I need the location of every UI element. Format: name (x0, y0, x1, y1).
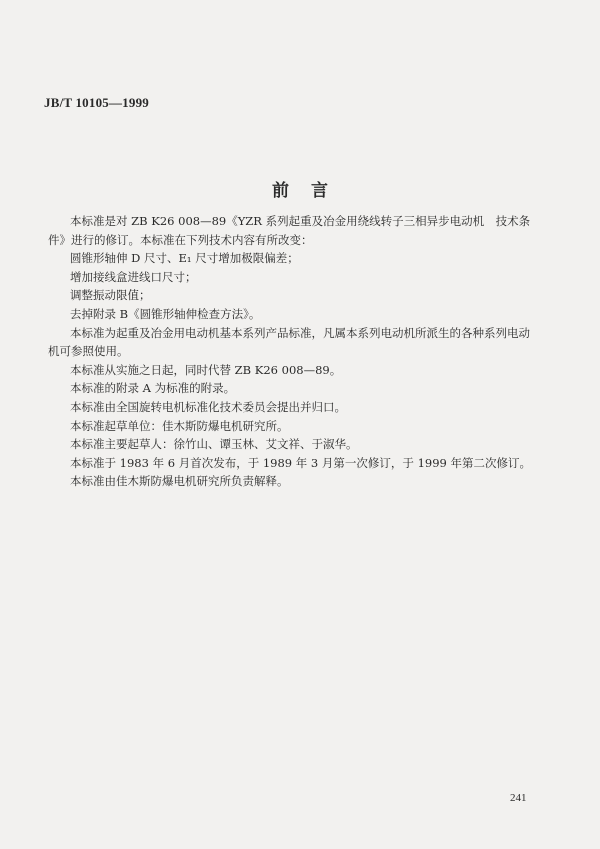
page-title: 前言 (272, 181, 350, 201)
page-number: 241 (510, 792, 527, 804)
paragraph-revision-intro: 本标准是对 ZB K26 008—89《YZR 系列起重及冶金用绕线转子三相异步电动机 技术条件》进行的修订。本标准在下列技术内容有所改变： (48, 214, 531, 247)
paragraph-proposer: 本标准由全国旋转电机标准化技术委员会提出并归口。 (70, 399, 346, 414)
foreword-body (48, 212, 538, 491)
paragraph-drafting-unit: 本标准起草单位：佳木斯防爆电机研究所。 (70, 418, 289, 433)
paragraph-interpretation: 本标准由佳木斯防爆电机研究所负责解释。 (70, 474, 289, 489)
paragraph-replacement: 本标准从实施之日起，同时代替 ZB K26 008—89。 (70, 362, 342, 377)
paragraph-change-2: 增加接线盒进线口尺寸； (70, 269, 197, 284)
paragraph-appendix: 本标准的附录 A 为标准的附录。 (70, 381, 236, 396)
paragraph-drafters: 本标准主要起草人：徐竹山、谭玉林、艾文祥、于淑华。 (70, 437, 358, 452)
paragraph-change-4: 去掉附录 B《圆锥形轴伸检查方法》。 (70, 306, 261, 321)
paragraph-change-3: 调整振动限值； (70, 288, 151, 303)
paragraph-change-1: 圆锥形轴伸 D 尺寸、E₁ 尺寸增加极限偏差； (70, 251, 299, 266)
paragraph-history: 本标准于 1983 年 6 月首次发布，于 1989 年 3 月第一次修订，于 1999 年第二次修订。 (70, 455, 531, 470)
paragraph-scope: 本标准为起重及冶金用电动机基本系列产品标准，凡属本系列电动机所派生的各种系列电动机可参照使用。 (48, 325, 530, 359)
document-id: JB/T 10105—1999 (44, 95, 149, 110)
